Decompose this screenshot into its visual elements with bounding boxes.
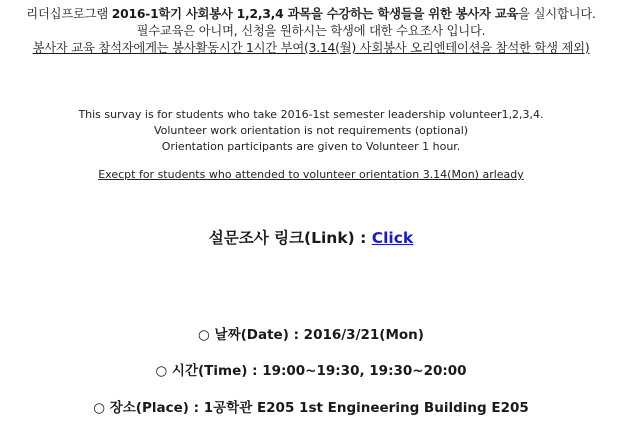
english-notice [0,107,622,155]
event-time-text: 시간(Time) : 19:00~19:30, 19:30~20:00 [171,363,467,379]
notice-intro-suffix: 을 실시합니다. [518,7,596,21]
circle-bullet-icon: ○ [198,327,210,343]
english-notice-line-2: Volunteer work orientation is not requirements (optional) [153,124,469,137]
survey-link-row [0,226,622,248]
notice-course-text: 2016-1학기 사회봉사 1,2,3,4 과목을 수강하는 학생들을 위한 봉사자 교육 [111,7,519,21]
korean-notice-line-2: 필수교육은 아니며, 신청을 원하시는 학생에 대한 수요조사 입니다. [136,24,486,38]
event-place-text: 장소(Place) : 1공학관 E205 1st Engineering Building E205 [109,400,529,416]
english-notice-line-3: Orientation participants are given to Volunteer 1 hour. [161,140,461,153]
korean-notice [0,6,622,57]
event-date-text: 날짜(Date) : 2016/3/21(Mon) [214,327,424,343]
survey-click-link[interactable]: Click [371,229,414,247]
survey-link-label: 설문조사 링크(Link) : [208,229,372,247]
circle-bullet-icon: ○ [93,400,106,416]
event-date [0,323,622,343]
notice-intro-text: 리더십프로그램 [26,7,112,21]
korean-notice-line-1 [0,6,622,23]
korean-notice-line-3: 봉사자 교육 참석자에게는 봉사활동시간 1시간 부여(3.14(월) 사회봉사 오리엔테이션을 참석한 학생 제외) [32,41,590,55]
event-time [0,359,622,379]
english-exception-note: Execpt for students who attended to volunteer orientation 3.14(Mon) arleady [98,168,524,181]
circle-bullet-icon: ○ [155,363,168,379]
event-place [0,396,622,416]
english-notice-line-1: This survay is for students who take 2016-1st semester leadership volunteer1,2,3,4. [78,108,544,121]
